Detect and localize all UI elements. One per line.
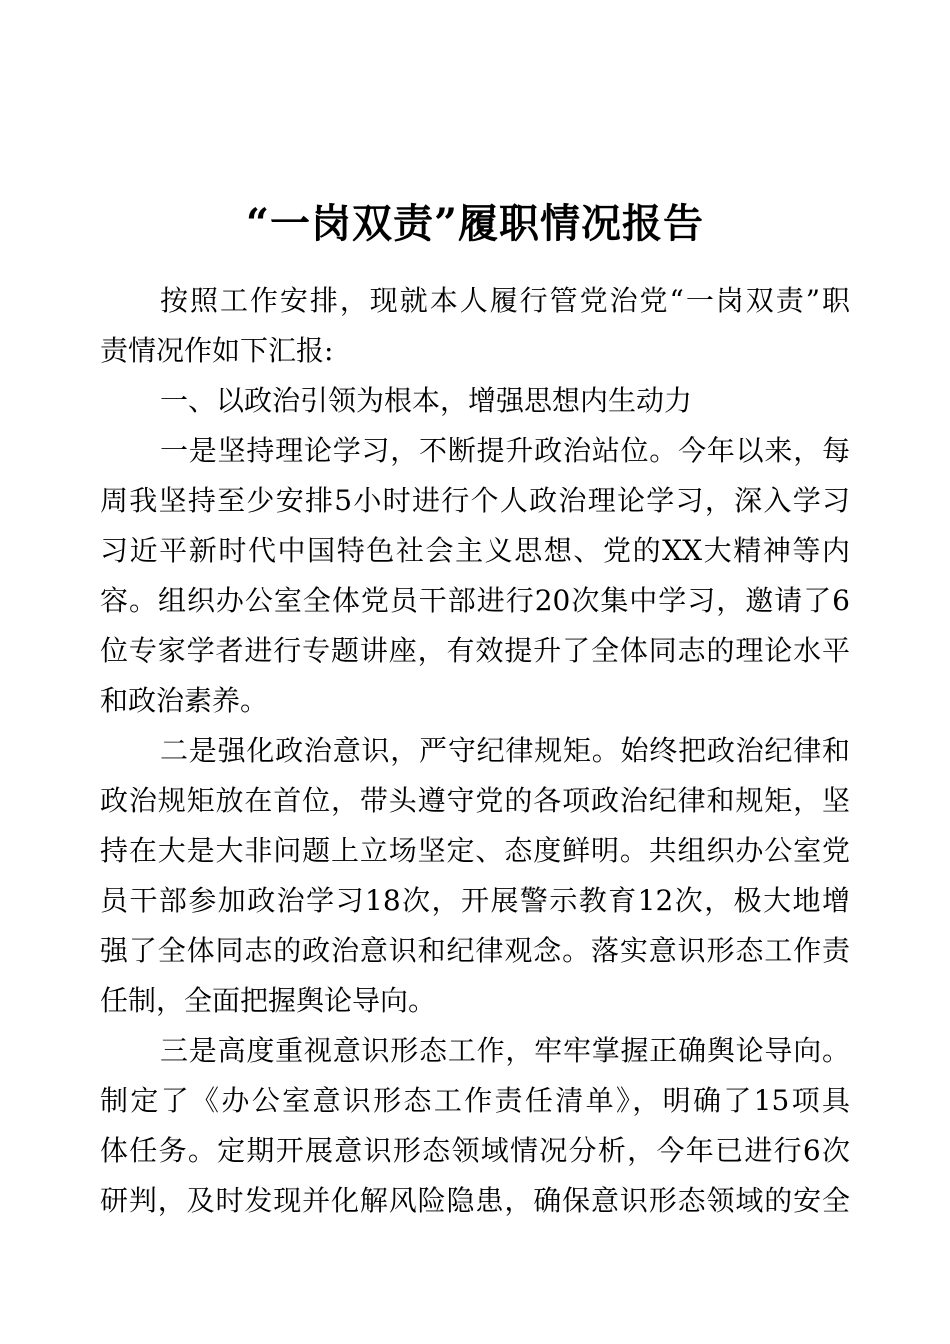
paragraph bbox=[100, 1026, 850, 1226]
paragraph bbox=[100, 276, 850, 376]
document-body bbox=[100, 276, 850, 1226]
text-line: 和政治素养。 bbox=[100, 684, 269, 717]
text-line: 习近平新时代中国特色社会主义思想、党的XX大精神等内 bbox=[100, 534, 850, 567]
text-line: 周我坚持至少安排5小时进行个人政治理论学习，深入学习 bbox=[100, 484, 850, 517]
text-line: 持在大是大非问题上立场坚定、态度鲜明。共组织办公室党 bbox=[100, 834, 850, 867]
text-line: 位专家学者进行专题讲座，有效提升了全体同志的理论水平 bbox=[100, 634, 850, 667]
text-line: 研判，及时发现并化解风险隐患，确保意识形态领域的安全 bbox=[100, 1184, 850, 1217]
text-line: 一、以政治引领为根本，增强思想内生动力 bbox=[160, 384, 693, 417]
text-line: 制定了《办公室意识形态工作责任清单》，明确了15项具 bbox=[100, 1084, 850, 1117]
text-line: 按照工作安排，现就本人履行管党治党“一岗双责”职 bbox=[160, 284, 850, 317]
text-line: 任制，全面把握舆论导向。 bbox=[100, 984, 437, 1017]
text-line: 一是坚持理论学习，不断提升政治站位。今年以来，每 bbox=[160, 434, 850, 467]
text-line: 三是高度重视意识形态工作，牢牢掌握正确舆论导向。 bbox=[160, 1034, 850, 1067]
text-line: 容。组织办公室全体党员干部进行20次集中学习，邀请了6 bbox=[100, 584, 850, 617]
text-line: 政治规矩放在首位，带头遵守党的各项政治纪律和规矩，坚 bbox=[100, 784, 850, 817]
section-heading bbox=[100, 376, 850, 426]
text-line: 二是强化政治意识，严守纪律规矩。始终把政治纪律和 bbox=[160, 734, 850, 767]
text-line: 体任务。定期开展意识形态领域情况分析，今年已进行6次 bbox=[100, 1134, 850, 1167]
text-line: 责情况作如下汇报: bbox=[100, 334, 334, 367]
document-title: “一岗双责”履职情况报告 bbox=[245, 199, 704, 247]
text-line: 强了全体同志的政治意识和纪律观念。落实意识形态工作责 bbox=[100, 934, 850, 967]
paragraph bbox=[100, 426, 850, 726]
text-line: 员干部参加政治学习18次，开展警示教育12次，极大地增 bbox=[100, 884, 850, 917]
paragraph bbox=[100, 726, 850, 1026]
